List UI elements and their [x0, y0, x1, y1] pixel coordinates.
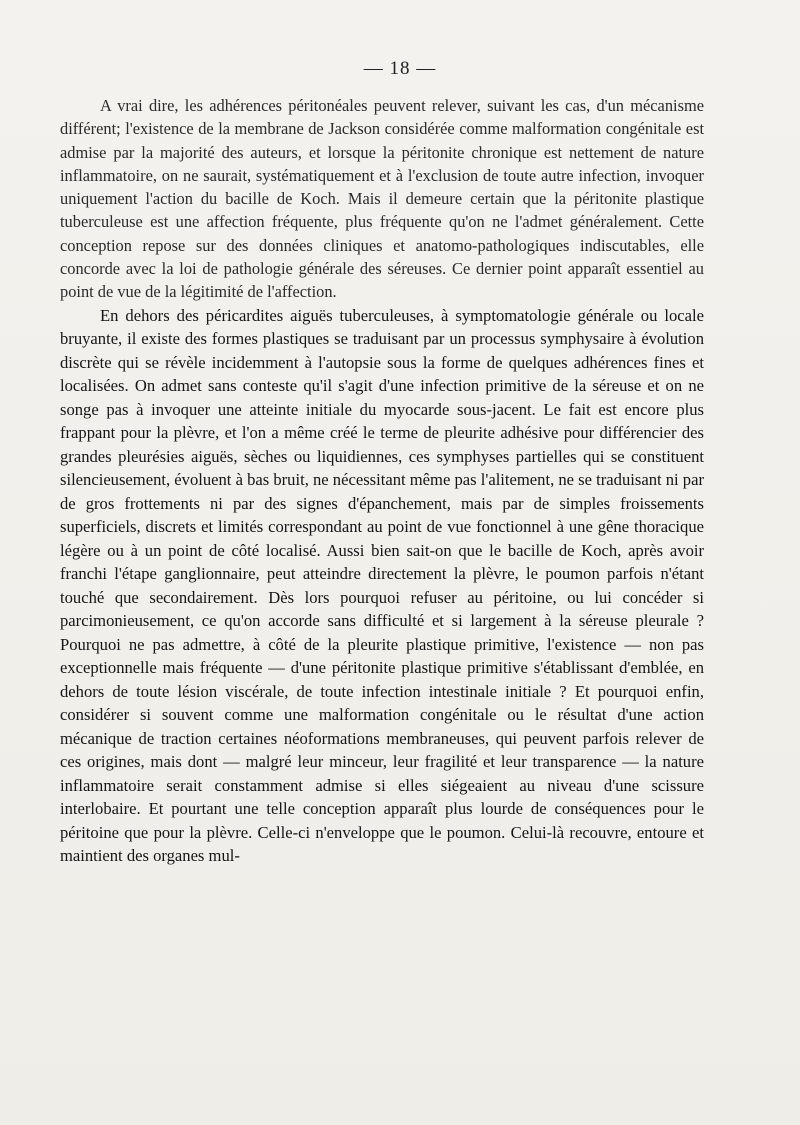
page-number: — 18 —: [363, 58, 437, 79]
paragraph-1: A vrai dire, les adhérences péritonéales peuvent relever, suivant les cas, d'un mécanisme différent; l'existence de la membrane de Jackson considérée comme malformation congénitale est admise par la majorité des auteurs, et lorsque la péritonite chronique est nettement de nature inflammatoire, on ne saurait, systématiquement et à l'exclusion de toute autre infection, invoquer uniquement l'action du bacille de Koch. Mais il demeure certain que la péritonite plastique tuberculeuse est une affection fréquente, plus fréquente qu'on ne l'admet généralement. Cette conception repose sur des données cliniques et anatomo-pathologiques indiscutables, elle concorde avec la loi de pathologie générale des séreuses. Ce dernier point apparaît essentiel au point de vue de la légitimité de l'affection.: [60, 96, 704, 302]
body-text: [60, 94, 704, 868]
paragraph-2: En dehors des péricardites aiguës tuberculeuses, à symptomatologie générale ou locale bruyante, il existe des formes plastiques se traduisant par un processus symphysaire à évolution discrète qui se révèle incidemment à l'autopsie sous la forme de quelques adhérences fines et localisées. On admet sans conteste qu'il s'agit d'une infection primitive de la séreuse et on ne songe pas à invoquer une atteinte initiale du myocarde sous-jacent. Le fait est encore plus frappant pour la plèvre, et l'on a même créé le terme de pleurite adhésive pour différencier des grandes pleurésies aiguës, sèches ou liquidiennes, ces symphyses partielles qui se constituent silencieusement, évoluent à bas bruit, ne nécessitant même pas l'alitement, ne se traduisant ni par de gros frottements ni par des signes d'épanchement, mais par de simples froissements superficiels, discrets et limités correspondant au point de vue fonctionnel à une gêne thoracique légère ou à un point de côté localisé. Aussi bien sait-on que le bacille de Koch, après avoir franchi l'étape ganglionnaire, peut atteindre directement la plèvre, le poumon parfois n'étant touché que secondairement. Dès lors pourquoi refuser au péritoine, ou lui concéder si parcimonieusement, ce qu'on accorde sans difficulté et si largement à la séreuse pleurale ? Pourquoi ne pas admettre, à côté de la pleurite plastique primitive, l'existence — non pas exceptionnelle mais fréquente — d'une péritonite plastique primitive s'établissant d'emblée, en dehors de toute lésion viscérale, de toute infection intestinale initiale ? Et pourquoi enfin, considérer si souvent comme une malformation congénitale ou le résultat d'une action mécanique de traction certaines néoformations membraneuses, qui peuvent parfois relever de ces origines, mais dont — malgré leur minceur, leur fragilité et leur transparence — la nature inflammatoire serait constamment admise si elles siégeaient au niveau d'une scissure interlobaire. Et pourtant une telle conception apparaît plus lourde de conséquences pour le péritoine que pour la plèvre. Celle-ci n'enveloppe que le poumon. Celui-là recouvre, entoure et maintient des organes mul-: [60, 305, 704, 866]
